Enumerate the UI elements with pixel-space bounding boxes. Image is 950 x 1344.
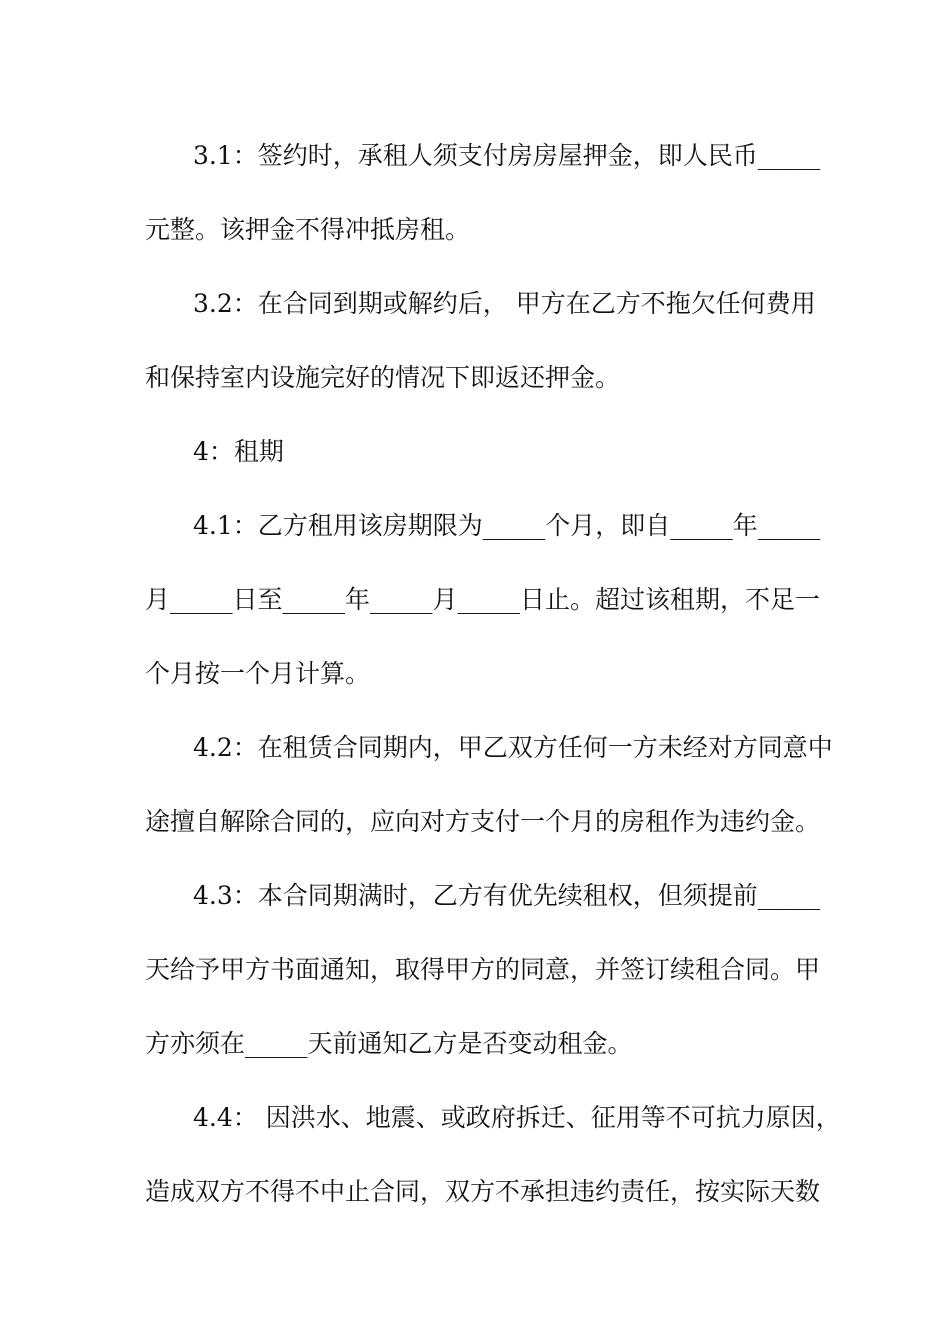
- paragraph-4-1-line-3: 个月按一个月计算。: [145, 659, 371, 688]
- paragraph-4-3-line-3: 方亦须在_____天前通知乙方是否变动租金。: [145, 1029, 633, 1058]
- paragraph-3-2-line-2: 和保持室内设施完好的情况下即返还押金。: [145, 363, 621, 392]
- paragraph-4-2-line-1: 4.2：在租赁合同期内，甲乙双方任何一方未经对方同意中: [193, 733, 833, 762]
- paragraph-4-4-line-2: 造成双方不得不中止合同，双方不承担违约责任，按实际天数: [145, 1177, 821, 1206]
- paragraph-4-3-line-1: 4.3：本合同期满时，乙方有优先续租权，但须提前_____: [193, 881, 821, 910]
- paragraph-3-1-line-2: 元整。该押金不得冲抵房租。: [145, 215, 471, 244]
- paragraph-4-1-line-2: 月_____日至_____年_____月_____日止。超过该租期，不足一: [145, 585, 821, 614]
- paragraph-3-1-line-1: 3.1：签约时，承租人须支付房房屋押金，即人民币_____: [193, 141, 821, 170]
- paragraph-4-1-line-1: 4.1：乙方租用该房期限为_____个月，即自_____年_____: [193, 511, 821, 540]
- paragraph-4-4-line-1: 4.4： 因洪水、地震、或政府拆迁、征用等不可抗力原因，: [193, 1103, 841, 1132]
- paragraph-3-2-line-1: 3.2：在合同到期或解约后， 甲方在乙方不拖欠任何费用: [193, 289, 816, 318]
- paragraph-4-2-line-2: 途擅自解除合同的，应向对方支付一个月的房租作为违约金。: [145, 807, 821, 836]
- section-4-heading: 4：租期: [193, 437, 284, 466]
- paragraph-4-3-line-2: 天给予甲方书面通知，取得甲方的同意，并签订续租合同。甲: [145, 955, 821, 984]
